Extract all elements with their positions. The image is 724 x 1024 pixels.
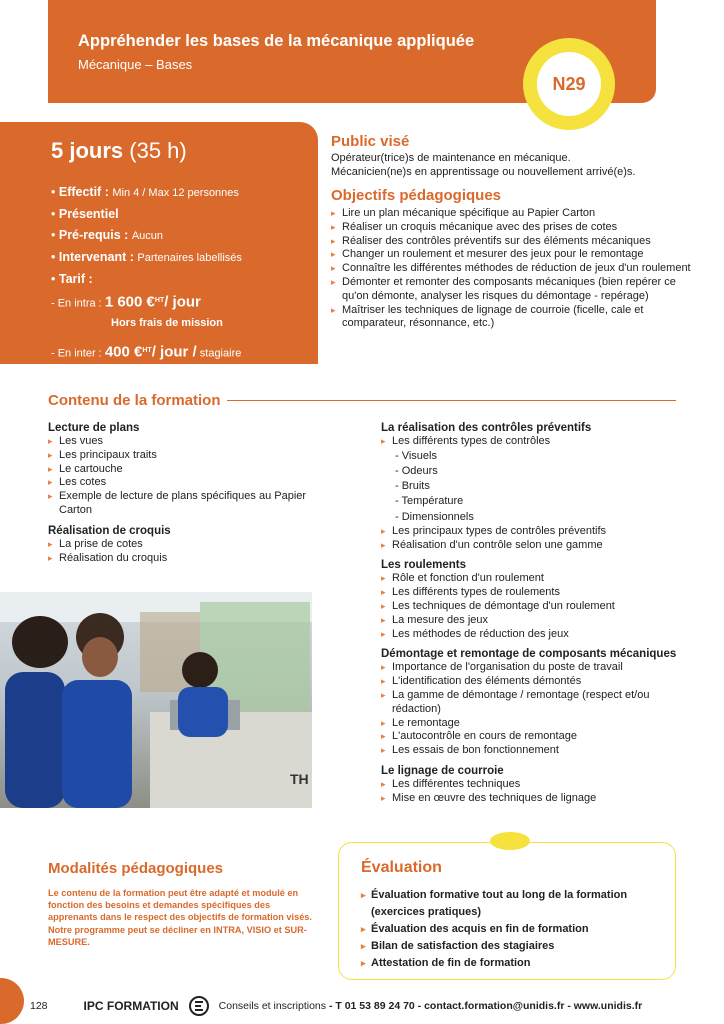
controles-list [381, 525, 681, 553]
contenu-left [48, 418, 318, 565]
list-item: - Odeurs [395, 465, 438, 477]
list-item: ▸ Les principaux traits [48, 449, 318, 463]
list-item: ▸ La prise de cotes [48, 538, 318, 552]
list-item: ▸ Les méthodes de réduction des jeux [381, 628, 681, 642]
list-item: - Dimensionnels [395, 510, 474, 523]
list-item: ▸ Les différents types de contrôles [381, 435, 681, 449]
modalites-text: Le contenu de la formation peut être adapté et modulé en fonction des besoins et demandes spécifiques des apprenants dans le respect des objectifs de formation visés. Notre programme peut se décliner en INTRA, VISIO et SUR-MESURE. [48, 888, 312, 947]
list-item: ▸ Les différentes techniques [381, 778, 681, 792]
list-item: ▸ Réalisation d'un contrôle selon une gamme [381, 539, 681, 553]
inter-suffix: stagiaire [199, 347, 242, 360]
list-item: ▸ Évaluation des acquis en fin de formation [361, 921, 675, 938]
presentiel-label: Présentiel [58, 207, 119, 221]
lecture-title: Lecture de plans [48, 422, 140, 434]
lignage-list [381, 778, 681, 806]
workshop-photo [0, 592, 312, 808]
controles-intro-list [381, 435, 681, 449]
public-line: Opérateur(trice)s de maintenance en mécanique. [331, 152, 571, 164]
list-item: ▸ Rôle et fonction d'un roulement [381, 572, 681, 586]
duration [51, 138, 318, 164]
list-item: ▸ Attestation de fin de formation [361, 955, 675, 972]
controles-types-list [381, 449, 681, 525]
page-title: Appréhender les bases de la mécanique appliquée [78, 32, 475, 50]
list-item: ▸ Les différents types de roulements [381, 586, 681, 600]
prereq-label: Pré-requis : [58, 228, 129, 242]
contenu-heading [48, 392, 676, 409]
inter-price-line [51, 340, 318, 365]
list-item: ▸ Les principaux types de contrôles préventifs [381, 525, 681, 539]
list-item: - Bruits [395, 480, 430, 493]
list-item: ▸ Le remontage [381, 717, 681, 731]
inter-unit: / jour / [151, 343, 197, 361]
list-item: ▸ Lire un plan mécanique spécifique au Papier Carton [331, 207, 691, 221]
divider [227, 400, 677, 401]
intra-price-line [51, 290, 318, 315]
list-item: - Température [395, 495, 464, 508]
contact-info [219, 1000, 643, 1012]
list-item: ▸ Le cartouche [48, 463, 318, 477]
intervenant-value: Partenaires labellisés [137, 252, 242, 264]
list-item: ▸ La mesure des jeux [381, 614, 681, 628]
inter-price: 400 € [104, 343, 143, 361]
lignage-title: Le lignage de courroie [381, 764, 504, 777]
intra-unit: / jour [164, 293, 201, 311]
list-item: ▸ Réaliser des contrôles préventifs sur des éléments mécaniques [331, 235, 691, 249]
list-item: ▸ Les cotes [48, 476, 318, 490]
list-item: ▸ Réaliser un croquis mécanique avec des prises de cotes [331, 221, 691, 235]
contenu-right [381, 418, 681, 806]
contact-prefix: Conseils et inscriptions [218, 1000, 327, 1012]
objectifs-list [331, 207, 691, 331]
effectif-value: Min 4 / Max 12 personnes [112, 187, 239, 199]
footer-accent [0, 978, 24, 1024]
info-prereq: • Pré-requis : Aucun [51, 228, 164, 242]
list-item: ▸ La gamme de démontage / remontage (respect et/ou rédaction) [381, 689, 681, 717]
intra-ht: HT [154, 297, 165, 304]
info-box [0, 122, 318, 364]
tarif-label: Tarif : [58, 272, 93, 286]
svg-text:TH: TH [290, 771, 309, 787]
roulements-list [381, 572, 681, 641]
list-item: ▸ L'identification des éléments démontés [381, 675, 681, 689]
page-number: 128 [30, 1000, 48, 1012]
croquis-list [48, 538, 318, 566]
lecture-list [48, 435, 318, 518]
controles-title: La réalisation des contrôles préventifs [381, 422, 592, 434]
inter-ht: HT [142, 346, 152, 354]
list-item: ▸ Importance de l'organisation du poste de travail [381, 661, 681, 675]
list-item: ▸ Évaluation formative tout au long de la formation (exercices pratiques) [361, 887, 675, 921]
list-item: ▸ Les techniques de démontage d'un roulement [381, 600, 681, 614]
info-list [51, 182, 318, 364]
list-item: ▸ Exemple de lecture de plans spécifiques au Papier Carton [48, 490, 318, 518]
intra-price: 1 600 € [104, 293, 155, 311]
evaluation-box [338, 842, 676, 980]
list-item: ▸ Démonter et remonter des composants mécaniques (bien repérer ce qu'on démonte, analyser les risques du démontage - repérage) [331, 276, 691, 304]
brand-logo-icon [189, 996, 209, 1016]
evaluation-title: Évaluation [361, 859, 442, 876]
inter-label: - En inter : [51, 347, 102, 360]
intra-note: Hors frais de mission [111, 316, 223, 329]
footer [30, 996, 642, 1016]
brand-name: IPC FORMATION [83, 999, 179, 1013]
modalites-title: Modalités pédagogiques [48, 860, 224, 877]
effectif-label: Effectif : [58, 185, 109, 199]
list-item: ▸ Réalisation du croquis [48, 552, 318, 566]
list-item: ▸ L'autocontrôle en cours de remontage [381, 730, 681, 744]
list-item: - Visuels [395, 449, 437, 462]
contenu-title: Contenu de la formation [48, 392, 221, 409]
page-subtitle: Mécanique – Bases [78, 57, 193, 72]
demontage-title: Démontage et remontage de composants mécaniques [381, 648, 677, 661]
workshop-illustration [0, 592, 312, 808]
duration-hours: (35 h) [129, 138, 187, 163]
public-title: Public visé [331, 133, 410, 150]
list-item: ▸ Mise en œuvre des techniques de lignage [381, 792, 681, 806]
roulements-title: Les roulements [381, 559, 466, 572]
info-tarif: • Tarif : [51, 272, 93, 286]
list-item: ▸ Les essais de bon fonctionnement [381, 744, 681, 758]
list-item: ▸ Les vues [48, 435, 318, 449]
list-item: ▸ Maîtriser les techniques de lignage de courroie (ficelle, cale et comparateur, résonnance, etc.) [331, 304, 691, 332]
list-item: ▸ Connaître les différentes méthodes de réduction de jeux d'un roulement [331, 262, 691, 276]
evaluation-list [361, 887, 675, 972]
duration-days: 5 jours [51, 138, 124, 163]
public-line: Mécanicien(ne)s en apprentissage ou nouvellement arrivé(e)s. [331, 166, 636, 178]
public-objectifs [331, 135, 691, 331]
intervenant-label: Intervenant : [58, 250, 134, 264]
info-effectif: • Effectif : Min 4 / Max 12 personnes [51, 185, 239, 199]
prereq-value: Aucun [131, 230, 164, 242]
info-intervenant: • Intervenant : Partenaires labellisés [51, 250, 242, 264]
croquis-title: Réalisation de croquis [48, 524, 171, 537]
intra-label: - En intra : [51, 297, 102, 310]
demontage-list [381, 661, 681, 758]
course-code-badge: N29 [537, 52, 601, 116]
info-presentiel: • Présentiel [51, 207, 119, 221]
list-item: ▸ Bilan de satisfaction des stagiaires [361, 938, 675, 955]
list-item: ▸ Changer un roulement et mesurer des jeux pour le remontage [331, 248, 691, 262]
contact-details: - T 01 53 89 24 70 - contact.formation@unidis.fr - www.unidis.fr [328, 1000, 643, 1012]
objectifs-title: Objectifs pédagogiques [331, 187, 502, 204]
